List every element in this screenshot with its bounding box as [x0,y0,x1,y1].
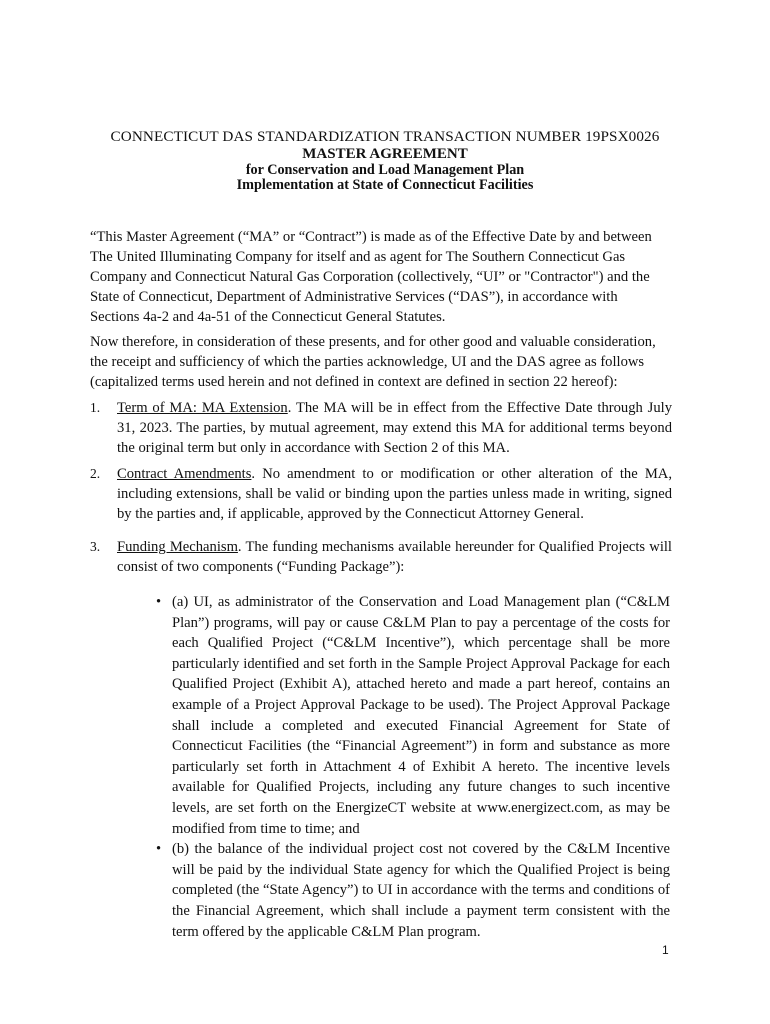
consideration-paragraph: Now therefore, in consideration of these presents, and for other good and valuable consideration, the receipt and sufficiency of which the parties acknowledge, UI and the DAS agree as follows (capitalized terms used herein and not defined in context are defined in section 22 hereof): [90,334,656,390]
section-1-term [90,398,672,458]
bullet-icon: • [156,841,162,858]
transaction-number-heading: CONNECTICUT DAS STANDARDIZATION TRANSACTION NUMBER 19PSX0026 [110,128,660,145]
section-text: . The MA will be in effect from the Effective Date through July 31, 2023. The parties, by mutual agreement, may extend this MA for additional terms beyond the original term but only in accordance with Section 2 of this MA. [117,400,672,456]
list-item-text: (a) UI, as administrator of the Conservation and Load Management plan (“C&LM Plan”) programs, will pay or cause C&LM Plan to pay a percentage of the costs for each Qualified Project (“C&LM Incentive”), which percentage shall be more particularly identified and set forth in the Sample Project Approval Package for each Qualified Project (Exhibit A), attached hereto and made a part hereof, contains an example of a Project Approval Package to be used). The Project Approval Package shall include a completed and executed Financial Agreement for State of Connecticut Facilities (the “Financial Agreement”) in form and substance as more particularly set forth in Attachment 4 of Exhibit A hereto. The incentive levels available for Qualified Projects, including any future changes to such incentive levels, are set forth on the EnergizeCT website at www.energizect.com, as may be modified from time to time; and [172,594,670,837]
section-text: . No amendment to or modification or other alteration of the MA, including extensions, shall be valid or binding upon the parties unless made in writing, signed by the parties and, if applicable, approved by the Connecticut Attorney General. [117,466,672,522]
bullet-icon: • [156,594,162,610]
section-number: 3. [90,539,101,554]
intro-paragraph: “This Master Agreement (“MA” or “Contract”) is made as of the Effective Date by and between The United Illuminating Company for itself and as agent for The Southern Connecticut Gas Company and Connecticut Natural Gas Corporation (collectively, “UI” or "Contractor") and the State of Connecticut, Department of Administrative Services (“DAS”), in accordance with Sections 4a-2 and 4a-51 of the Connecticut General Statutes. [90,229,652,325]
section-number: 2. [90,466,101,481]
page-number: 1 [662,943,669,957]
section-2-amendments [90,464,672,524]
list-item [152,592,670,839]
section-title: Funding Mechanism [117,539,238,555]
section-title: Term of MA: MA Extension [117,400,288,416]
section-title: Contract Amendments [117,466,252,482]
agreement-title: MASTER AGREEMENT [302,146,468,162]
document-header [0,127,770,193]
agreement-subtitle-line2: Implementation at State of Connecticut Facilities [236,177,534,193]
list-item-text: (b) the balance of the individual project cost not covered by the C&LM Incentive will be paid by the individual State agency for which the Qualified Project is being completed (the “State Agency”) to UI in accordance with the terms and conditions of the Financial Agreement, which shall include a payment term consistent with the term offered by the applicable C&LM Plan program. [172,841,670,940]
section-text: . The funding mechanisms available hereunder for Qualified Projects will consist of two components (“Funding Package”): [117,539,672,575]
section-number: 1. [90,400,101,415]
agreement-subtitle: for Conservation and Load Management Plan [245,162,525,178]
funding-components-list [152,592,670,942]
section-3-funding [90,537,672,577]
list-item [152,839,670,942]
